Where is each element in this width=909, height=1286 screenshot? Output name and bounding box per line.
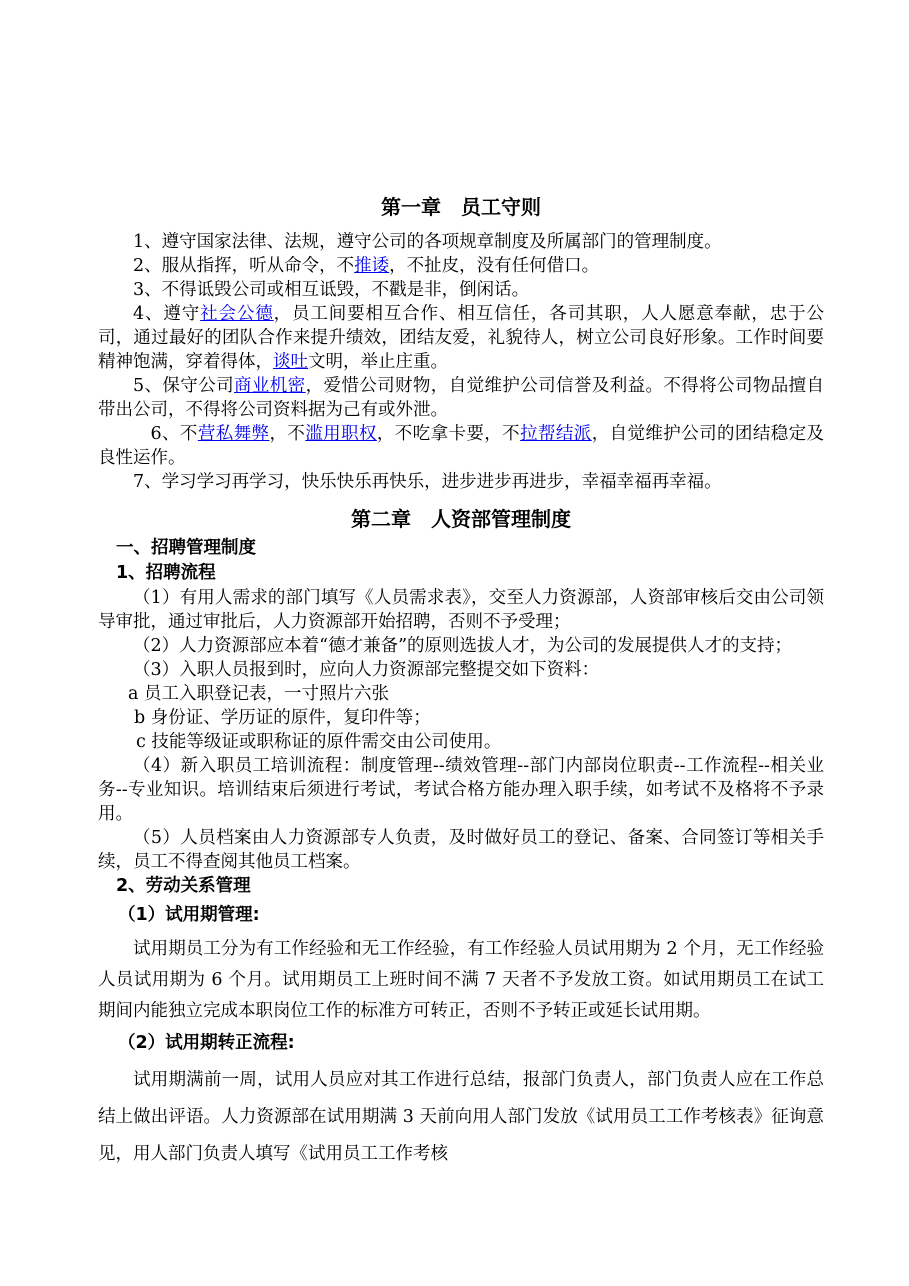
- conversion-text: 试用期满前一周，试用人员应对其工作进行总结，报部门负责人，部门负责人应在工作总结上做出评语。人力资源部在试用期满 3 天前向用人部门发放《试用员工工作考核表》征询意见，用人部门负责人填写《试用员工工作考核: [98, 1070, 824, 1164]
- rule-1: [98, 230, 824, 254]
- subsection-probation-management: （1）试用期管理:: [118, 905, 260, 925]
- rule-4: [98, 302, 824, 374]
- section-recruitment-heading: 一、招聘管理制度: [116, 538, 256, 558]
- material-b: b 身份证、学历证的原件，复印件等；: [134, 708, 431, 728]
- process-2: （2）人力资源部应本着“德才兼备”的原则选拔人才，为公司的发展提供人才的支持；: [133, 636, 793, 656]
- rule-7-text: 7、学习学习再学习，快乐快乐再快乐，进步进步再进步，幸福幸福再幸福。: [133, 472, 722, 492]
- document-body: [98, 192, 824, 1173]
- process-1: （1）有用人需求的部门填写《人员需求表》，交至人力资源部，人资部审核后交由公司领导审批，通过审批后，人力资源部开始招聘，否则不予受理；: [98, 588, 824, 632]
- rule-5-text-a: 5、保守公司: [133, 376, 234, 396]
- rule-4-text-c: 文明，举止庄重。: [308, 352, 448, 372]
- rule-3: [98, 278, 824, 302]
- rule-2-text-a: 2、服从指挥，听从命令，不: [133, 256, 355, 276]
- link-labang-jiepai[interactable]: 拉帮结派: [520, 424, 592, 444]
- process-3: （3）入职人员报到时，应向人力资源部完整提交如下资料：: [133, 660, 600, 680]
- chapter-1-title: 第一章 员工守则: [381, 195, 541, 219]
- rule-4-text-a: 4、遵守: [133, 304, 201, 324]
- subsection-labor-relations: 2、劳动关系管理: [116, 876, 251, 896]
- material-c: c 技能等级证或职称证的原件需交由公司使用。: [136, 732, 502, 752]
- rule-6-text-c: ，不吃拿卡要，不: [376, 424, 521, 444]
- rule-5-text-b: ，爱惜公司财物，自觉维护公司信誉及利益。不得将公司物品擅自带出公司，不得将公司资料据为己有或外泄。: [98, 376, 825, 420]
- rule-2-text-b: ，不扯皮，没有任何借口。: [389, 256, 600, 276]
- link-yingsi-wubi[interactable]: 营私舞弊: [197, 424, 270, 444]
- rule-1-text: 1、遵守国家法律、法规，遵守公司的各项规章制度及所属部门的管理制度。: [133, 232, 722, 252]
- rule-6-text-d: ，自觉维护公司的团结稳定及良性运作。: [98, 424, 825, 468]
- rule-7: [98, 470, 824, 494]
- link-tantu[interactable]: 谈吐: [273, 352, 308, 372]
- rule-2: [98, 254, 824, 278]
- rule-6-text-a: 6、不: [150, 424, 198, 444]
- probation-text: 试用期员工分为有工作经验和无工作经验，有工作经验人员试用期为 2 个月，无工作经验人员试用期为 6 个月。试用期员工上班时间不满 7 天者不予发放工资。如试用期员工在试工期间内能独立完成本职岗位工作的标准方可转正，否则不予转正或延长试用期。: [98, 939, 824, 1021]
- rule-6: [98, 422, 824, 470]
- subsection-recruitment-process: 1、招聘流程: [116, 563, 216, 583]
- rule-6-text-b: ，不: [269, 424, 306, 444]
- link-shangye-jimi[interactable]: 商业机密: [233, 376, 306, 396]
- subsection-probation-conversion: （2）试用期转正流程:: [118, 1033, 295, 1053]
- process-5: （5）人员档案由人力资源部专人负责，及时做好员工的登记、备案、合同签订等相关手续，员工不得查阅其他员工档案。: [98, 828, 824, 872]
- material-a: a 员工入职登记表，一寸照片六张: [128, 684, 389, 704]
- link-tuiwei[interactable]: 推诿: [354, 256, 390, 276]
- process-4: （4）新入职员工培训流程：制度管理--绩效管理--部门内部岗位职责--工作流程--相关业务--专业知识。培训结束后须进行考试，考试合格方能办理入职手续，如考试不及格将不予录用。: [98, 756, 824, 824]
- rule-4-text-b: ，员工间要相互合作、相互信任，各司其职，人人愿意奉献，忠于公司，通过最好的团队合作来提升绩效，团结友爱，礼貌待人，树立公司良好形象。工作时间要精神饱满，穿着得体，: [98, 304, 825, 372]
- rule-5: [98, 374, 824, 422]
- link-lanyong-zhiquan[interactable]: 滥用职权: [305, 424, 377, 444]
- link-shehui-gongde[interactable]: 社会公德: [200, 304, 274, 324]
- chapter-2-title: 第二章 人资部管理制度: [351, 507, 571, 531]
- rule-3-text: 3、不得诋毁公司或相互诋毁，不戳是非，倒闲话。: [133, 280, 530, 300]
